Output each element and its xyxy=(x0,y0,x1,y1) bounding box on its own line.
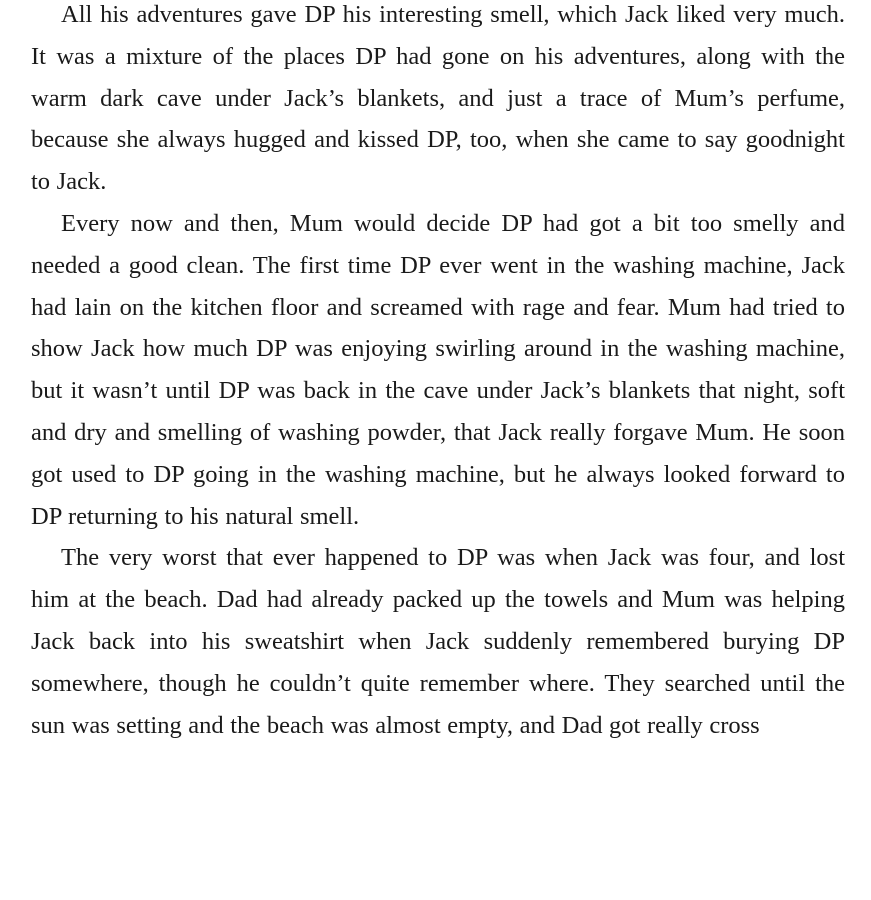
paragraph: The very worst that ever happened to DP was when Jack was four, and lost him at the beach. Dad had already packed up the towels and Mum was helping Jack back into his sweatshirt when Jack suddenly remembered burying DP somewhere, though he couldn’t quite remember where. They searched until the sun was setting and the beach was almost empty, and Dad got really cross xyxy=(31,544,845,739)
paragraph: All his adventures gave DP his interesting smell, which Jack liked very much. It was a mixture of the places DP had gone on his adventures, along with the warm dark cave under Jack’s blankets, and just a trace of Mum’s perfume, because she always hugged and kissed DP, too, when she came to say goodnight to Jack. xyxy=(31,1,845,196)
paragraph: Every now and then, Mum would decide DP had got a bit too smelly and needed a good clean. The first time DP ever went in the washing machine, Jack had lain on the kitchen floor and screamed with rage and fear. Mum had tried to show Jack how much DP was enjoying swirling around in the washing machine, but it wasn’t until DP was back in the cave under Jack’s blankets that night, soft and dry and smelling of washing powder, that Jack really forgave Mum. He soon got used to DP going in the washing machine, but he always looked forward to DP returning to his natural smell. xyxy=(31,209,845,530)
